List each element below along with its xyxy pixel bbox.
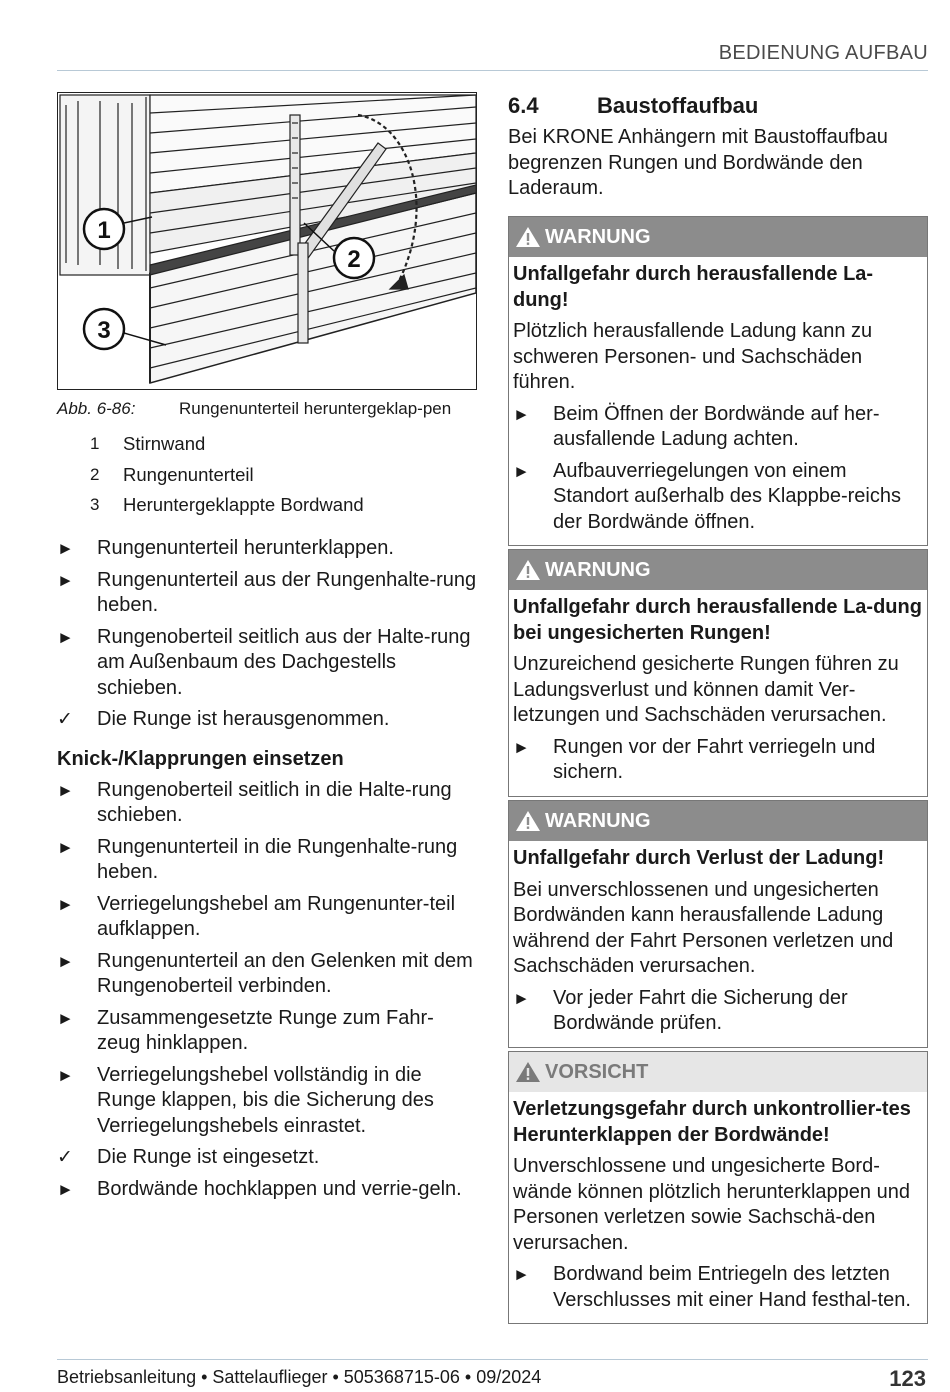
warning-triangle-icon [515,810,541,832]
caution-step-text: Bordwand beim Entriegeln des letzten Verschlusses mit einer Hand festhal-ten. [553,1263,911,1311]
step-text: Bordwände hochklappen und verrie-geln. [97,1177,462,1200]
right-column [508,92,928,1311]
arrow-marker-icon: ► [57,1008,74,1028]
step-text: Die Runge ist herausgenommen. [97,708,390,730]
arrow-marker-icon: ► [57,1065,74,1085]
caution-level: VORSICHT [545,1060,649,1083]
left-column [57,92,477,1208]
warning-step-text: Beim Öffnen der Bordwände auf her-ausfallende Ladung achten. [553,402,880,450]
warning-header [509,217,927,257]
step-result [57,1145,477,1171]
figure-illustration [57,92,477,390]
caption-label: Abb. 6-86: [57,399,136,418]
arrow-marker-icon: ► [513,404,530,424]
warning-triangle-icon [515,226,541,248]
page-header-title: BEDIENUNG AUFBAU [718,42,928,64]
page-number: 123 [889,1366,926,1391]
step-item [57,778,477,829]
warning-box [508,216,928,546]
callout-1-label: 1 [97,217,111,244]
step-item [57,949,477,1000]
removal-steps [57,536,477,733]
warning-description: Plötzlich herausfallende Ladung kann zu schweren Personen- und Sachschäden führen. [513,320,873,393]
step-text: Verriegelungshebel am Rungenunter-teil aufklappen. [97,892,456,940]
step-text: Rungenunterteil in die Rungenhalte-rung heben. [97,835,458,883]
arrow-marker-icon: ► [57,570,74,590]
legend-number: 3 [90,495,100,514]
arrow-marker-icon: ► [513,1265,530,1284]
warning-level: WARNUNG [545,558,651,581]
section-title: Baustoffaufbau [597,93,759,118]
legend-label: Rungenunterteil [123,463,254,485]
step-result [57,707,477,733]
arrow-marker-icon: ► [57,1179,74,1199]
legend-label: Heruntergeklappte Bordwand [123,494,364,515]
warning-step [513,402,923,453]
step-item [57,1177,477,1203]
legend-item [57,464,477,486]
arrow-marker-icon: ► [513,461,530,481]
warning-step [513,735,923,786]
step-item [57,835,477,886]
legend-number: 2 [90,464,100,484]
subheading: Knick-/Klapprungen einsetzen [57,747,344,770]
warning-triangle-icon [515,559,541,581]
warning-step [513,459,923,536]
warning-box [508,800,928,1048]
footer-rule [57,1359,928,1360]
arrow-marker-icon: ► [57,539,74,558]
step-item [57,568,477,619]
warning-triangle-icon [515,1061,541,1083]
step-text: Verriegelungshebel vollständig in die Runge klappen, bis die Sicherung des Verriegelungshebels einrastet. [97,1063,434,1137]
warning-description: Bei unverschlossenen und ungesicherten Bordwänden kann herausfallende Ladung während der Fahrt Personen verletzen und Sachschäden verursachen. [513,878,894,977]
warning-step-text: Aufbauverriegelungen von einem Standort außerhalb des Klappbe-reichs der Bordwände öffnen. [553,459,901,533]
caution-description: Unverschlossene und ungesicherte Bord-wände können plötzlich herunterklappen und Personen verletzen sowie Sachschä-den verursachen. [513,1155,910,1254]
step-item [57,625,477,702]
step-item [57,1063,477,1140]
callout-3-label: 3 [97,317,111,344]
warning-step-text: Rungen vor der Fahrt verriegeln und sichern. [553,735,876,783]
insert-steps [57,778,477,1203]
arrow-marker-icon: ► [513,737,530,757]
warning-header [509,550,927,590]
legend-number: 1 [90,434,100,453]
stake-illustration [58,93,476,389]
caution-header [509,1052,927,1092]
warning-box [508,549,928,797]
warning-description: Unzureichend gesicherte Rungen führen zu Ladungsverlust und können damit Ver-letzungen und Sachschäden verursachen. [513,653,899,726]
step-item [57,536,477,562]
step-text: Zusammengesetzte Runge zum Fahr-zeug hinklappen. [97,1006,434,1054]
warning-step-text: Vor jeder Fahrt die Sicherung der Bordwände prüfen. [553,986,848,1034]
figure-caption [57,398,477,420]
step-item [57,892,477,943]
warning-title: Unfallgefahr durch herausfallende La-dung bei ungesicherten Rungen! [513,596,922,644]
arrow-marker-icon: ► [57,780,74,800]
header-rule [57,70,928,71]
warning-header [509,801,927,841]
checkmark-icon: ✓ [57,709,73,730]
warning-level: WARNUNG [545,809,651,832]
step-text: Die Runge ist eingesetzt. [97,1146,320,1168]
step-text: Rungenoberteil seitlich aus der Halte-rung am Außenbaum des Dachgestells schieben. [97,625,471,699]
arrow-marker-icon: ► [57,627,74,647]
checkmark-icon: ✓ [57,1147,73,1168]
step-text: Rungenunterteil an den Gelenken mit dem Rungenoberteil verbinden. [97,949,473,997]
step-text: Rungenunterteil aus der Rungenhalte-rung heben. [97,568,477,616]
step-text: Rungenoberteil seitlich in die Halte-rung schieben. [97,778,452,826]
legend-item [57,494,477,516]
figure-legend [57,433,477,516]
section-number: 6.4 [508,93,539,118]
arrow-marker-icon: ► [513,988,530,1008]
caution-title: Verletzungsgefahr durch unkontrollier-tes Herunterklappen der Bordwände! [513,1098,911,1146]
section-heading [508,92,928,120]
warning-step [513,986,923,1037]
warning-title: Unfallgefahr durch herausfallende La-dung! [513,263,874,311]
arrow-marker-icon: ► [57,894,74,914]
warning-level: WARNUNG [545,225,651,248]
footer-text: Betriebsanleitung • Sattelauflieger • 505368715-06 • 09/2024 [57,1367,542,1387]
arrow-marker-icon: ► [57,837,74,857]
warning-title: Unfallgefahr durch Verlust der Ladung! [513,847,885,869]
legend-item [57,433,477,455]
arrow-marker-icon: ► [57,951,74,971]
caption-text: Rungenunterteil heruntergeklap-pen [179,399,452,418]
caution-step [513,1262,923,1313]
legend-label: Stirnwand [123,433,206,454]
step-text: Rungenunterteil herunterklappen. [97,537,394,559]
caution-box [508,1051,928,1324]
callout-2-label: 2 [347,246,361,273]
section-intro: Bei KRONE Anhängern mit Baustoffaufbau begrenzen Rungen und Bordwände den Laderaum. [508,126,888,199]
step-item [57,1006,477,1057]
